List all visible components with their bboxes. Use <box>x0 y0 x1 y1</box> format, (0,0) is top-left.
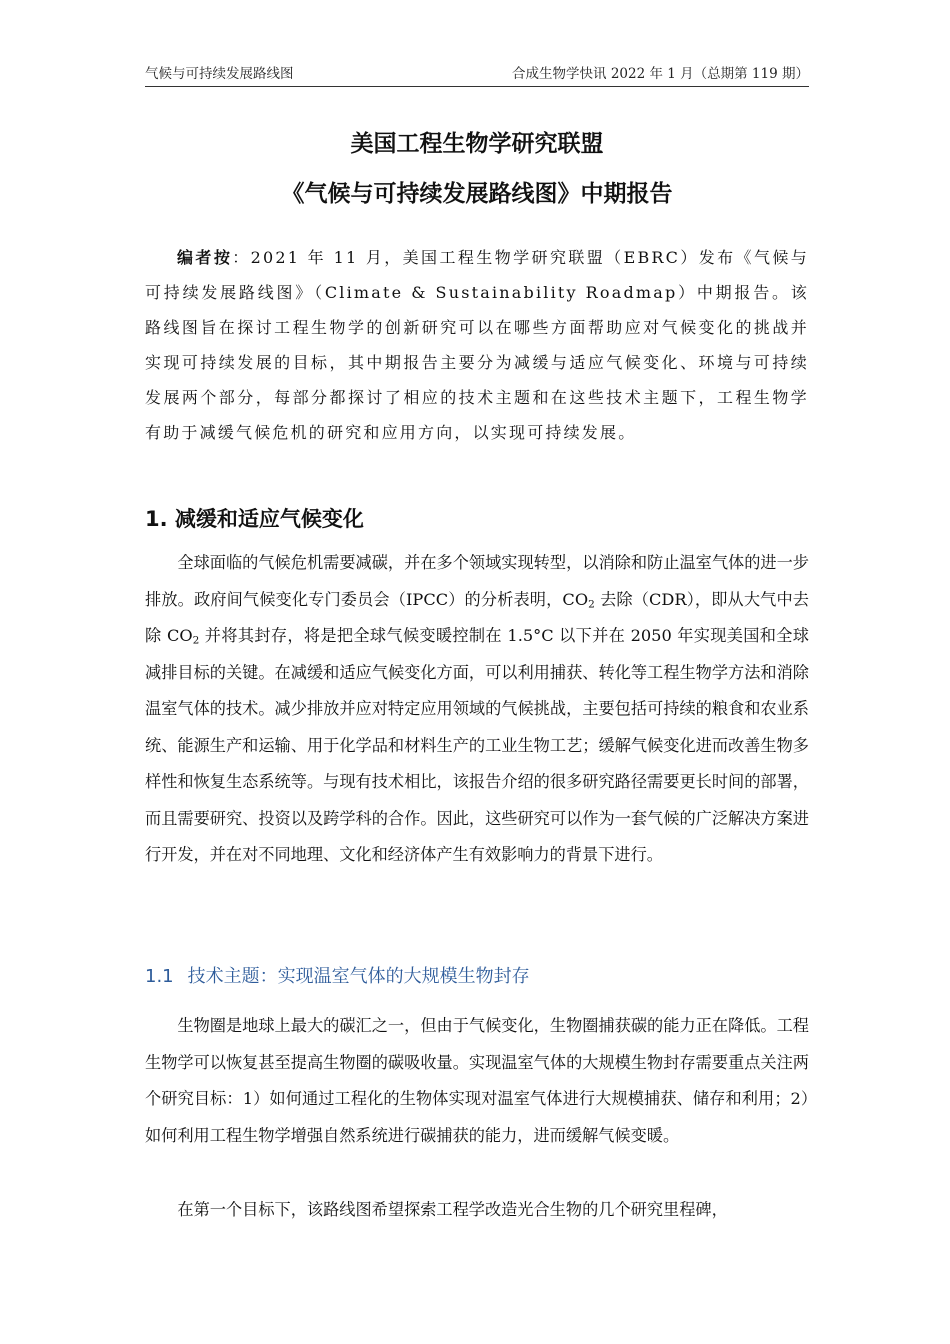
para-text: 并将其封存，将是把全球气候变暖控制在 1.5°C 以下并在 2050 年实现美国和全球减排目标的关键。在减缓和适应气候变化方面，可以利用捕获、转化等工程生物学方法和消除温室气体的技术。减少排放并应对特定应用领域的气候挑战，主要包括可持续的粮食和农业系统、能源生产和运输、用于化学品和材料生产的工业生物工艺；缓解气候变化进而改善生物多样性和恢复生态系统等。与现有技术相比，该报告介绍的很多研究路径需要更长时间的部署，而且需要研究、投资以及跨学科的合作。因此，这些研究可以作为一套气候的广泛解决方案进行开发，并在对不同地理、文化和经济体产生有效影响力的背景下进行。 <box>145 626 809 864</box>
running-header <box>145 62 809 87</box>
section-1-1-heading <box>145 962 809 988</box>
section-1-1-paragraph-1: 生物圈是地球上最大的碳汇之一，但由于气候变化，生物圈捕获碳的能力正在降低。工程生物学可以恢复甚至提高生物圈的碳吸收量。实现温室气体的大规模生物封存需要重点关注两个研究目标：1）如何通过工程化的生物体实现对温室气体进行大规模捕获、储存和利用；2）如何利用工程生物学增强自然系统进行碳捕获的能力，进而缓解气候变暖。 <box>145 1016 809 1145</box>
title-line-2: 《气候与可持续发展路线图》中期报告 <box>281 181 673 207</box>
section-title: 技术主题：实现温室气体的大规模生物封存 <box>187 966 530 987</box>
para-text: 去除（CDR），即从大气中去除 CO <box>145 589 809 645</box>
para-text: 全球面临的气候危机需要减碳，并在多个领域实现转型，以消除和防止温室气体的进一步排放。政府间气候变化专门委员会（IPCC）的分析表明，CO <box>145 553 809 609</box>
header-right: 合成生物学快讯 2022 年 1 月（总期第 119 期） <box>512 66 809 82</box>
editor-note-text: ：2021 年 11 月，美国工程生物学研究联盟（EBRC）发布《气候与可持续发展路线图》（Climate & Sustainability Roadmap）中期报告。该路线图旨在探讨工程生物学的创新研究可以在哪些方面帮助应对气候变化的挑战并实现可持续发展的目标，其中期报告主要分为减缓与适应气候变化、环境与可持续发展两个部分，每部分都探讨了相应的技术主题和在这些技术主题下，工程生物学有助于减缓气候危机的研究和应用方向，以实现可持续发展。 <box>145 248 809 442</box>
editor-note <box>145 240 809 450</box>
subscript: 2 <box>588 598 595 611</box>
header-left: 气候与可持续发展路线图 <box>145 66 294 82</box>
section-1-heading: 1. 减缓和适应气候变化 <box>145 507 364 531</box>
subscript: 2 <box>192 634 200 647</box>
section-number: 1.1 <box>145 966 174 987</box>
editor-note-label: 编者按 <box>177 248 233 267</box>
section-1-1-paragraph-2: 在第一个目标下，该路线图希望探索工程学改造光合生物的几个研究里程碑， <box>177 1200 728 1219</box>
section-1-paragraph <box>145 545 809 874</box>
title-line-1: 美国工程生物学研究联盟 <box>350 131 604 157</box>
